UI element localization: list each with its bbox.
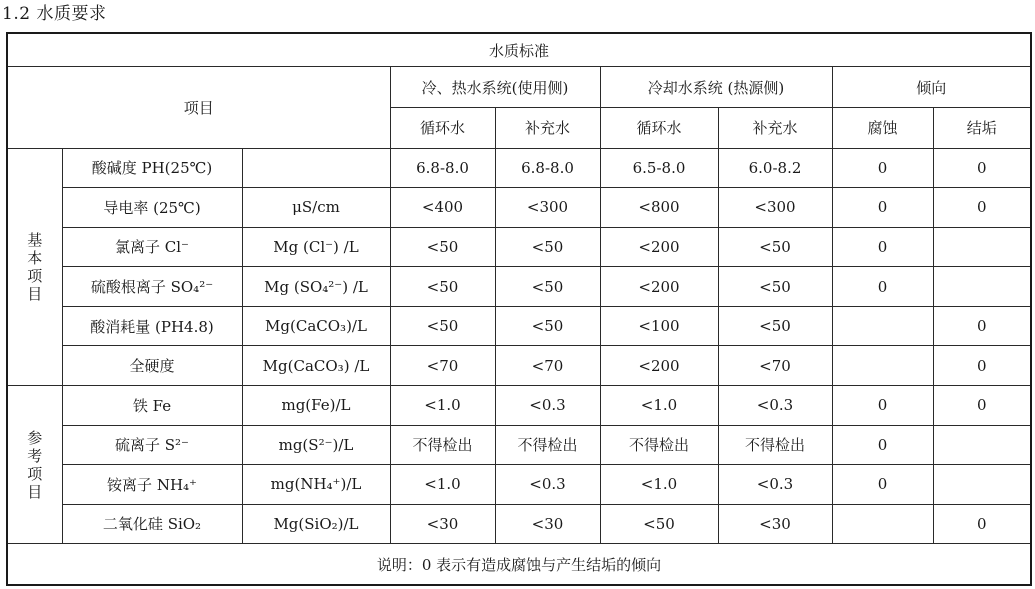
table-row <box>7 188 1031 228</box>
unit-cell: μS/cm <box>242 188 390 228</box>
value-cell <box>933 227 1031 267</box>
value-cell: <1.0 <box>600 385 718 425</box>
value-cell: 6.8-8.0 <box>495 148 600 188</box>
value-cell <box>933 267 1031 307</box>
value-cell: <30 <box>718 504 832 544</box>
value-cell: 0 <box>933 504 1031 544</box>
item-name-cell: 酸消耗量 (PH4.8) <box>62 306 242 346</box>
value-cell: 0 <box>933 148 1031 188</box>
value-cell: <50 <box>495 227 600 267</box>
value-cell: 不得检出 <box>390 425 495 465</box>
unit-cell: Mg(CaCO₃)/L <box>242 306 390 346</box>
value-cell <box>832 306 933 346</box>
table-row <box>7 306 1031 346</box>
table-row <box>7 465 1031 505</box>
item-name-cell: 二氧化硅 SiO₂ <box>62 504 242 544</box>
value-cell: <70 <box>718 346 832 386</box>
item-header-cell: 项目 <box>7 67 390 148</box>
item-name-cell: 铁 Fe <box>62 385 242 425</box>
value-cell: 0 <box>832 385 933 425</box>
value-cell: <70 <box>390 346 495 386</box>
standard-title-cell: 水质标准 <box>7 33 1031 67</box>
value-cell: <50 <box>390 306 495 346</box>
unit-cell: mg(Fe)/L <box>242 385 390 425</box>
value-cell: <400 <box>390 188 495 228</box>
value-cell: 6.0-8.2 <box>718 148 832 188</box>
item-name-cell: 硫离子 S²⁻ <box>62 425 242 465</box>
value-cell: <0.3 <box>495 385 600 425</box>
unit-cell: mg(S²⁻)/L <box>242 425 390 465</box>
value-cell <box>933 425 1031 465</box>
item-name-cell: 导电率 (25℃) <box>62 188 242 228</box>
section-title: 1.2 水质要求 <box>2 4 107 24</box>
group-label-reference: 参 考 项 目 <box>7 385 62 543</box>
value-cell: <50 <box>390 227 495 267</box>
water-quality-table <box>6 32 1032 586</box>
value-cell: <200 <box>600 267 718 307</box>
value-cell: <30 <box>390 504 495 544</box>
value-cell: <1.0 <box>390 385 495 425</box>
value-cell: <50 <box>495 306 600 346</box>
value-cell: <1.0 <box>600 465 718 505</box>
item-name-cell: 氯离子 Cl⁻ <box>62 227 242 267</box>
value-cell <box>933 465 1031 505</box>
value-cell: 0 <box>933 385 1031 425</box>
value-cell: 0 <box>832 148 933 188</box>
value-cell: 0 <box>933 346 1031 386</box>
value-cell: <0.3 <box>718 465 832 505</box>
subheader-scaling: 结垢 <box>933 107 1031 148</box>
group-header-source-side: 冷却水系统 (热源侧) <box>600 67 832 108</box>
value-cell: <50 <box>600 504 718 544</box>
unit-cell: mg(NH₄⁺)/L <box>242 465 390 505</box>
value-cell: 0 <box>832 188 933 228</box>
value-cell: <50 <box>718 267 832 307</box>
table-row <box>7 385 1031 425</box>
note-cell: 说明：0 表示有造成腐蚀与产生结垢的倾向 <box>7 544 1031 585</box>
value-cell: 0 <box>832 465 933 505</box>
value-cell <box>832 346 933 386</box>
value-cell: 0 <box>832 267 933 307</box>
value-cell: 不得检出 <box>495 425 600 465</box>
value-cell: 0 <box>933 188 1031 228</box>
value-cell: <30 <box>495 504 600 544</box>
subheader-source-circulating: 循环水 <box>600 107 718 148</box>
group-header-tendency: 倾向 <box>832 67 1031 108</box>
unit-cell: Mg (Cl⁻) /L <box>242 227 390 267</box>
value-cell: <100 <box>600 306 718 346</box>
value-cell: 6.8-8.0 <box>390 148 495 188</box>
table-row <box>7 425 1031 465</box>
value-cell: <200 <box>600 346 718 386</box>
group-label-basic: 基 本 项 目 <box>7 148 62 385</box>
subheader-corrosion: 腐蚀 <box>832 107 933 148</box>
value-cell: <300 <box>718 188 832 228</box>
value-cell: <50 <box>718 227 832 267</box>
value-cell: 0 <box>832 425 933 465</box>
value-cell: <0.3 <box>718 385 832 425</box>
value-cell: <50 <box>718 306 832 346</box>
table-row <box>7 346 1031 386</box>
value-cell: <50 <box>390 267 495 307</box>
value-cell: <800 <box>600 188 718 228</box>
table-row <box>7 148 1031 188</box>
item-name-cell: 全硬度 <box>62 346 242 386</box>
value-cell: <1.0 <box>390 465 495 505</box>
unit-cell: Mg (SO₄²⁻) /L <box>242 267 390 307</box>
item-name-cell: 酸碱度 PH(25℃) <box>62 148 242 188</box>
value-cell: <200 <box>600 227 718 267</box>
table-row <box>7 267 1031 307</box>
item-name-cell: 硫酸根离子 SO₄²⁻ <box>62 267 242 307</box>
value-cell: 0 <box>933 306 1031 346</box>
table-row <box>7 227 1031 267</box>
unit-cell: Mg(SiO₂)/L <box>242 504 390 544</box>
unit-cell: Mg(CaCO₃) /L <box>242 346 390 386</box>
value-cell: <300 <box>495 188 600 228</box>
table-row <box>7 504 1031 544</box>
item-name-cell: 铵离子 NH₄⁺ <box>62 465 242 505</box>
unit-cell <box>242 148 390 188</box>
value-cell <box>832 504 933 544</box>
group-header-usage-side: 冷、热水系统(使用侧) <box>390 67 600 108</box>
value-cell: <0.3 <box>495 465 600 505</box>
subheader-usage-makeup: 补充水 <box>495 107 600 148</box>
value-cell: 0 <box>832 227 933 267</box>
value-cell: 不得检出 <box>718 425 832 465</box>
subheader-usage-circulating: 循环水 <box>390 107 495 148</box>
value-cell: <70 <box>495 346 600 386</box>
value-cell: 不得检出 <box>600 425 718 465</box>
value-cell: <50 <box>495 267 600 307</box>
subheader-source-makeup: 补充水 <box>718 107 832 148</box>
value-cell: 6.5-8.0 <box>600 148 718 188</box>
